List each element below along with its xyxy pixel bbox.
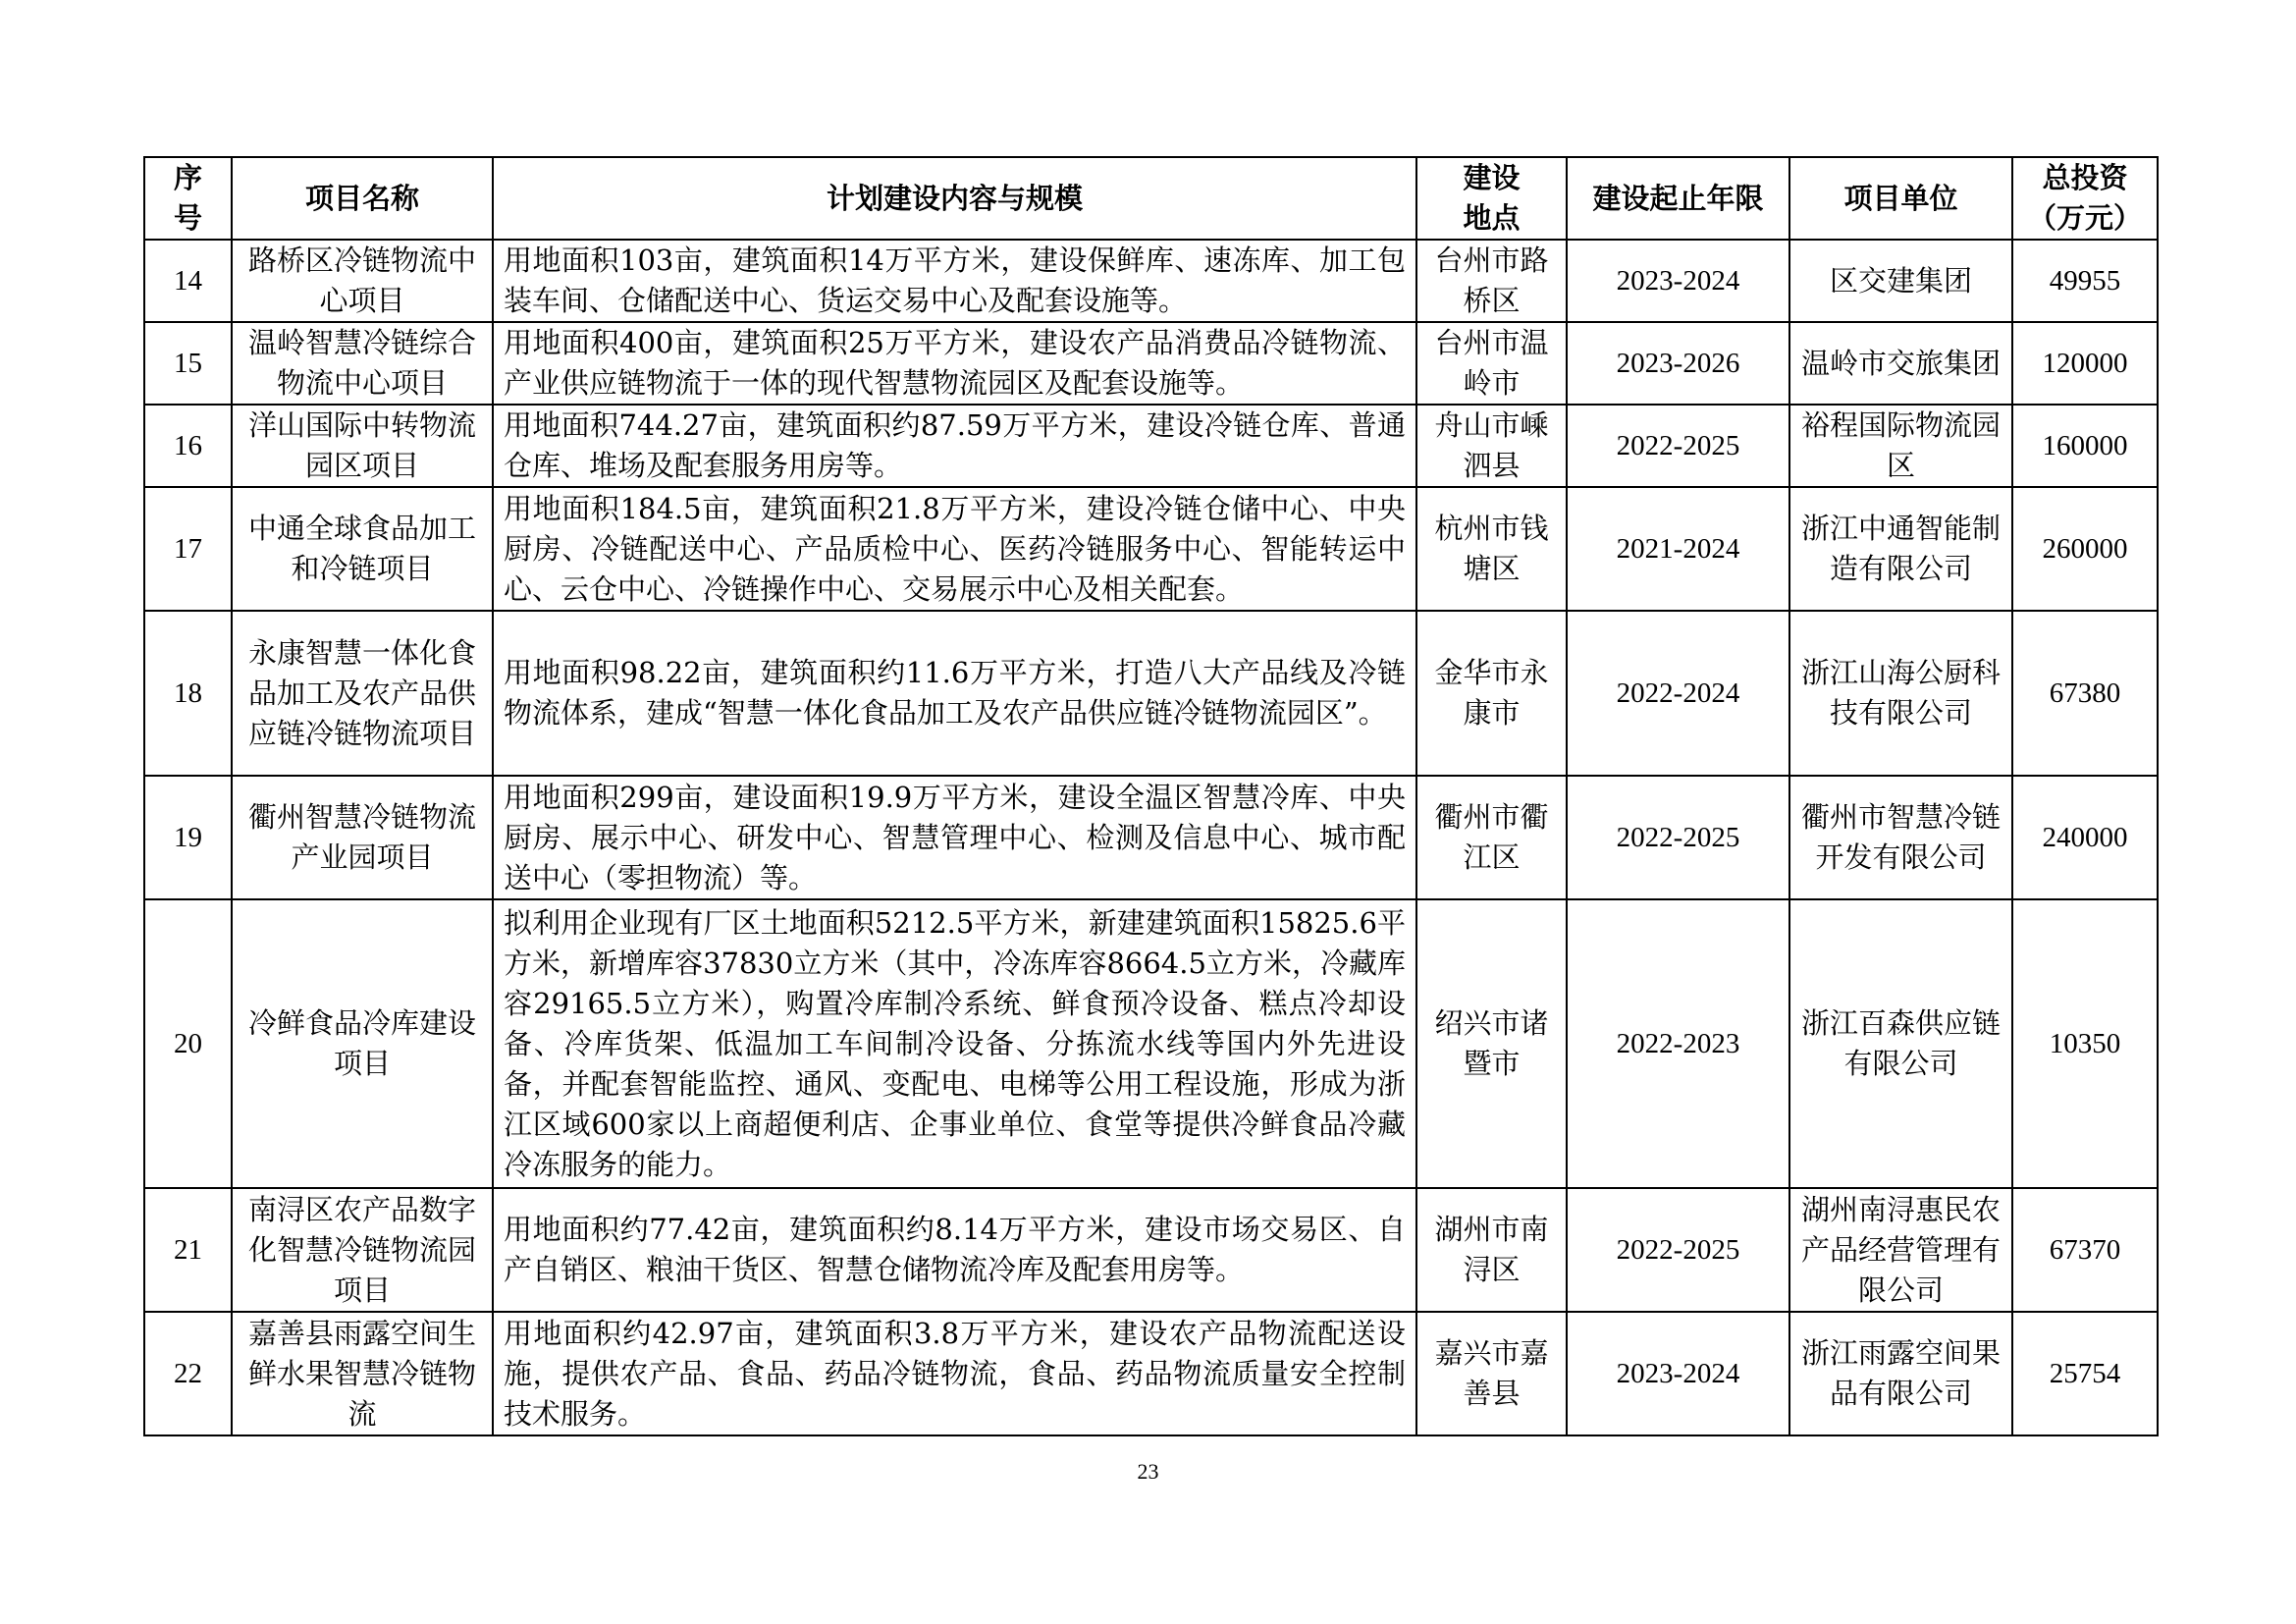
- header-location: 建设 地点: [1416, 157, 1567, 240]
- cell-index: 15: [144, 322, 232, 405]
- cell-name: 冷鲜食品冷库建设项目: [232, 899, 493, 1188]
- cell-period: 2021-2024: [1567, 487, 1789, 611]
- cell-location: 金华市永康市: [1416, 611, 1567, 776]
- table-row: [144, 322, 2158, 405]
- header-period: 建设起止年限: [1567, 157, 1789, 240]
- project-table: [143, 156, 2159, 1436]
- cell-content: 用地面积103亩，建筑面积14万平方米，建设保鲜库、速冻库、加工包装车间、仓储配送中心、货运交易中心及配套设施等。: [493, 240, 1416, 322]
- cell-index: 17: [144, 487, 232, 611]
- cell-location: 台州市路桥区: [1416, 240, 1567, 322]
- table-row: [144, 611, 2158, 776]
- cell-unit: 浙江中通智能制造有限公司: [1789, 487, 2012, 611]
- cell-index: 20: [144, 899, 232, 1188]
- cell-investment: 120000: [2012, 322, 2158, 405]
- cell-name: 南浔区农产品数字化智慧冷链物流园项目: [232, 1188, 493, 1312]
- cell-name: 中通全球食品加工和冷链项目: [232, 487, 493, 611]
- cell-unit: 区交建集团: [1789, 240, 2012, 322]
- cell-investment: 67380: [2012, 611, 2158, 776]
- cell-index: 18: [144, 611, 232, 776]
- cell-content: 用地面积约77.42亩，建筑面积约8.14万平方米，建设市场交易区、自产自销区、粮油干货区、智慧仓储物流冷库及配套用房等。: [493, 1188, 1416, 1312]
- header-row: [144, 157, 2158, 240]
- cell-name: 路桥区冷链物流中心项目: [232, 240, 493, 322]
- cell-index: 19: [144, 776, 232, 899]
- table-row: [144, 487, 2158, 611]
- cell-investment: 10350: [2012, 899, 2158, 1188]
- cell-investment: 25754: [2012, 1312, 2158, 1435]
- cell-location: 嘉兴市嘉善县: [1416, 1312, 1567, 1435]
- table-row: [144, 776, 2158, 899]
- cell-investment: 67370: [2012, 1188, 2158, 1312]
- cell-location: 衢州市衢江区: [1416, 776, 1567, 899]
- header-content: 计划建设内容与规模: [493, 157, 1416, 240]
- cell-index: 16: [144, 405, 232, 487]
- cell-name: 嘉善县雨露空间生鲜水果智慧冷链物流: [232, 1312, 493, 1435]
- cell-unit: 裕程国际物流园区: [1789, 405, 2012, 487]
- cell-content: 用地面积184.5亩，建筑面积21.8万平方米，建设冷链仓储中心、中央厨房、冷链配送中心、产品质检中心、医药冷链服务中心、智能转运中心、云仓中心、冷链操作中心、交易展示中心及相关配套。: [493, 487, 1416, 611]
- cell-unit: 湖州南浔惠民农产品经营管理有限公司: [1789, 1188, 2012, 1312]
- cell-location: 台州市温岭市: [1416, 322, 1567, 405]
- cell-location: 湖州市南浔区: [1416, 1188, 1567, 1312]
- cell-content: 用地面积98.22亩，建筑面积约11.6万平方米，打造八大产品线及冷链物流体系，建成“智慧一体化食品加工及农产品供应链冷链物流园区”。: [493, 611, 1416, 776]
- cell-content: 用地面积744.27亩，建筑面积约87.59万平方米，建设冷链仓库、普通仓库、堆场及配套服务用房等。: [493, 405, 1416, 487]
- header-investment: 总投资 （万元）: [2012, 157, 2158, 240]
- cell-index: 21: [144, 1188, 232, 1312]
- table-row: [144, 405, 2158, 487]
- cell-location: 绍兴市诸暨市: [1416, 899, 1567, 1188]
- cell-content: 用地面积299亩，建设面积19.9万平方米，建设全温区智慧冷库、中央厨房、展示中心、研发中心、智慧管理中心、检测及信息中心、城市配送中心（零担物流）等。: [493, 776, 1416, 899]
- cell-period: 2023-2026: [1567, 322, 1789, 405]
- cell-content: 拟利用企业现有厂区土地面积5212.5平方米，新建建筑面积15825.6平方米，新增库容37830立方米（其中，冷冻库容8664.5立方米，冷藏库容29165.5立方米），购置冷库制冷系统、鲜食预冷设备、糕点冷却设备、冷库货架、低温加工车间制冷设备、分拣流水线等国内外先进设备，并配套智能监控、通风、变配电、电梯等公用工程设施，形成为浙江区域600家以上商超便利店、企事业单位、食堂等提供冷鲜食品冷藏冷冻服务的能力。: [493, 899, 1416, 1188]
- cell-name: 永康智慧一体化食品加工及农产品供应链冷链物流项目: [232, 611, 493, 776]
- cell-name: 温岭智慧冷链综合物流中心项目: [232, 322, 493, 405]
- cell-period: 2022-2025: [1567, 405, 1789, 487]
- cell-unit: 浙江山海公厨科技有限公司: [1789, 611, 2012, 776]
- page-number: 23: [1137, 1459, 1159, 1484]
- cell-index: 22: [144, 1312, 232, 1435]
- table-row: [144, 899, 2158, 1188]
- cell-investment: 49955: [2012, 240, 2158, 322]
- cell-investment: 240000: [2012, 776, 2158, 899]
- cell-period: 2022-2025: [1567, 1188, 1789, 1312]
- cell-period: 2023-2024: [1567, 1312, 1789, 1435]
- header-index: 序 号: [144, 157, 232, 240]
- table-row: [144, 1188, 2158, 1312]
- cell-unit: 浙江雨露空间果品有限公司: [1789, 1312, 2012, 1435]
- cell-period: 2022-2025: [1567, 776, 1789, 899]
- cell-unit: 衢州市智慧冷链开发有限公司: [1789, 776, 2012, 899]
- cell-period: 2022-2024: [1567, 611, 1789, 776]
- cell-unit: 浙江百森供应链有限公司: [1789, 899, 2012, 1188]
- cell-investment: 260000: [2012, 487, 2158, 611]
- cell-period: 2022-2023: [1567, 899, 1789, 1188]
- cell-unit: 温岭市交旅集团: [1789, 322, 2012, 405]
- cell-index: 14: [144, 240, 232, 322]
- header-unit: 项目单位: [1789, 157, 2012, 240]
- table-row: [144, 240, 2158, 322]
- cell-content: 用地面积约42.97亩，建筑面积3.8万平方米，建设农产品物流配送设施，提供农产品、食品、药品冷链物流，食品、药品物流质量安全控制技术服务。: [493, 1312, 1416, 1435]
- table-row: [144, 1312, 2158, 1435]
- cell-location: 杭州市钱塘区: [1416, 487, 1567, 611]
- cell-name: 衢州智慧冷链物流产业园项目: [232, 776, 493, 899]
- cell-period: 2023-2024: [1567, 240, 1789, 322]
- cell-name: 洋山国际中转物流园区项目: [232, 405, 493, 487]
- cell-content: 用地面积400亩，建筑面积25万平方米，建设农产品消费品冷链物流、产业供应链物流于一体的现代智慧物流园区及配套设施等。: [493, 322, 1416, 405]
- cell-investment: 160000: [2012, 405, 2158, 487]
- cell-location: 舟山市嵊泗县: [1416, 405, 1567, 487]
- header-name: 项目名称: [232, 157, 493, 240]
